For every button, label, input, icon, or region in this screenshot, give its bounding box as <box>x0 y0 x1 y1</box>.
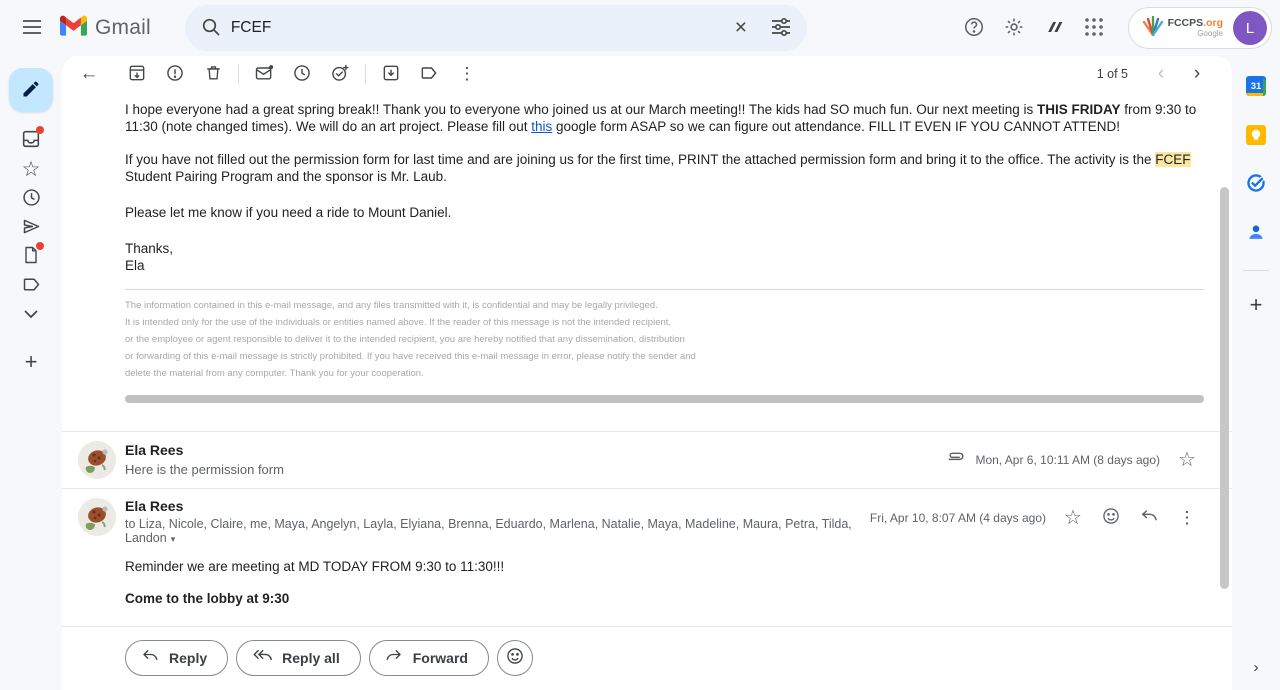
account-pill[interactable] <box>1128 7 1272 49</box>
side-panel <box>1232 56 1280 690</box>
clear-search-button[interactable] <box>721 8 761 48</box>
contacts-button[interactable] <box>1236 213 1276 253</box>
settings-button[interactable] <box>994 8 1034 48</box>
emoji-reaction-button[interactable] <box>497 640 533 676</box>
tasks-button[interactable] <box>1236 164 1276 204</box>
chevron-down-icon <box>24 307 38 322</box>
archive-icon <box>127 63 147 86</box>
message-meta <box>946 444 1204 476</box>
emoji-smiley-icon <box>1101 506 1121 529</box>
message-line-bold: Come to the lobby at 9:30 <box>125 590 290 606</box>
message-signoff: Thanks, Ela <box>125 240 174 273</box>
org-logo <box>1141 16 1223 41</box>
older-thread-button[interactable]: › <box>1180 63 1214 85</box>
double-slash-icon <box>1044 17 1064 40</box>
get-addons-button[interactable]: + <box>1236 285 1276 325</box>
google-contacts-icon <box>1245 221 1267 246</box>
snooze-button[interactable] <box>283 58 321 90</box>
collapsed-message-row[interactable] <box>62 431 1232 488</box>
message-summary <box>125 442 284 477</box>
message-more-button[interactable] <box>1170 502 1204 534</box>
mark-unread-button[interactable] <box>245 58 283 90</box>
move-to-button[interactable] <box>372 58 410 90</box>
gear-icon <box>1003 16 1025 41</box>
more-options-button[interactable] <box>448 58 486 90</box>
message-paragraph: Please let me know if you need a ride to Mount Daniel. <box>125 205 452 220</box>
help-button[interactable] <box>954 8 994 48</box>
calendar-button[interactable] <box>1236 66 1276 106</box>
add-label-button[interactable]: + <box>11 347 51 376</box>
search-input[interactable] <box>231 19 721 37</box>
clock-icon <box>21 187 42 211</box>
report-spam-button[interactable] <box>156 58 194 90</box>
reply-arrow-icon <box>141 648 159 667</box>
sidebar-item-sent[interactable] <box>11 213 51 242</box>
workspace-addon-button[interactable] <box>1034 8 1074 48</box>
snooze-clock-icon <box>292 63 312 86</box>
sidebar-item-labels[interactable] <box>11 271 51 300</box>
star-icon: ☆ <box>1064 506 1082 529</box>
message-paragraph: If you have not filled out the permission form for last time and are joining us for the first time, PRINT the attached permission form and bring it to the office. The activity is the FCEF Student Pairing Program and the sponsor is Mr. Laub. <box>125 152 1191 184</box>
reply-arrow-icon <box>1139 506 1159 529</box>
sender-avatar <box>78 498 116 536</box>
search-bar[interactable] <box>185 5 807 51</box>
thread-pagination: 1 of 5 <box>1096 67 1128 81</box>
sidebar-item-snoozed[interactable] <box>11 184 51 213</box>
keep-button[interactable] <box>1236 115 1276 155</box>
app-title: Gmail <box>95 16 151 39</box>
pencil-icon <box>21 79 41 102</box>
archive-button[interactable] <box>118 58 156 90</box>
send-icon <box>21 216 42 240</box>
add-reaction-button[interactable] <box>1094 502 1128 534</box>
profile-avatar[interactable]: L <box>1233 11 1267 45</box>
forward-arrow-icon <box>385 648 403 667</box>
google-tasks-icon <box>1245 172 1267 197</box>
close-icon: × <box>734 16 747 39</box>
org-text: FCCPS.org Google <box>1167 17 1223 38</box>
hide-side-panel-button[interactable]: › <box>1253 659 1259 676</box>
expanded-message-body <box>62 545 1232 627</box>
sidebar-item-drafts[interactable] <box>11 242 51 271</box>
show-details-caret-icon[interactable]: ▾ <box>170 533 176 544</box>
add-to-tasks-button[interactable] <box>321 58 359 90</box>
emoji-smiley-icon <box>505 646 525 669</box>
turtle-avatar-image <box>78 441 116 479</box>
search-options-button[interactable] <box>761 8 801 48</box>
email-disclaimer: The information contained in this e-mail message, and any files transmitted with it, is confidential and may be legally privileged. It is intended only for the use of the individuals or entities named above. If the reader of this message is not the intended recipient, or the employee or agent responsible to deliver it to the intended recipient, you are hereby notified that any dissemination, distribution or forwarding of this e-mail message is strictly prohibited. If you have received this e-mail message in error, please notify the sender and delete the material from any computer. Thank you for your cooperation. <box>125 299 696 379</box>
star-message-button[interactable] <box>1170 444 1204 476</box>
expanded-message-header[interactable] <box>62 488 1232 545</box>
attachment-paperclip-icon <box>946 450 965 469</box>
label-tag-icon <box>419 63 439 86</box>
mark-unread-icon <box>254 63 274 86</box>
drafts-badge <box>36 242 44 250</box>
gmail-m-icon <box>60 15 87 41</box>
google-form-link[interactable]: this <box>531 118 553 134</box>
sender-name: Ela Rees <box>125 497 184 514</box>
horizontal-scrollbar[interactable] <box>125 395 1204 403</box>
main-menu-button[interactable] <box>8 4 56 52</box>
more-vertical-icon: ⋮ <box>458 64 476 83</box>
delete-button[interactable] <box>194 58 232 90</box>
newer-thread-button[interactable]: ‹ <box>1144 63 1178 85</box>
star-icon: ☆ <box>21 158 41 181</box>
google-keep-icon <box>1246 125 1266 145</box>
reply-button-small[interactable] <box>1132 502 1166 534</box>
google-calendar-icon: 31 <box>1246 76 1266 96</box>
search-icon <box>201 17 221 40</box>
google-apps-button[interactable] <box>1074 8 1114 48</box>
sidebar-more-button[interactable] <box>11 300 51 329</box>
star-message-button[interactable] <box>1056 502 1090 534</box>
left-sidebar <box>0 56 62 690</box>
sender-name: Ela Rees <box>125 442 184 458</box>
trash-icon <box>204 63 223 85</box>
turtle-avatar-image <box>78 498 116 536</box>
apps-grid-icon <box>1084 17 1104 40</box>
open-message-body <box>62 92 1232 403</box>
fccps-fan-icon <box>1141 16 1165 41</box>
compose-button[interactable] <box>9 68 53 112</box>
back-button[interactable] <box>70 58 108 90</box>
add-task-icon <box>330 63 350 86</box>
help-icon <box>963 16 985 41</box>
message-paragraph: I hope everyone had a great spring break!! Thank you to everyone who joined us at our March meeting!! The kids had SO much fun. Our next meeting is THIS FRIDAY from 9:30 to 11:30 (note changed times). We will do an art project. Please fill out this google form ASAP so we can figure out attendance. FILL IT EVEN IF YOU CANNOT ATTEND! <box>125 102 1197 134</box>
sender-avatar <box>78 441 116 479</box>
signature-divider <box>125 289 1204 290</box>
search-term-highlight: FCEF <box>1155 152 1191 167</box>
vertical-scrollbar[interactable] <box>1220 187 1229 589</box>
reply-button[interactable]: Reply <box>125 640 228 676</box>
reply-all-arrow-icon <box>252 648 272 667</box>
bold-text: THIS FRIDAY <box>1037 102 1121 117</box>
message-summary <box>125 498 864 545</box>
toolbar-divider <box>365 64 366 84</box>
gmail-logo[interactable] <box>60 15 151 41</box>
forward-button[interactable]: Forward <box>369 640 489 676</box>
recipients-line[interactable]: to Liza, Nicole, Claire, me, Maya, Angelyn, Layla, Elyiana, Brenna, Eduardo, Marlena, Natalie, Maya, Madeline, Maura, Petra, Tilda, Landon ▾ <box>125 516 852 545</box>
sidebar-item-inbox[interactable] <box>11 126 51 155</box>
message-date: Fri, Apr 10, 8:07 AM (4 days ago) <box>869 510 1046 525</box>
search-button[interactable] <box>191 8 231 48</box>
header <box>0 0 1280 56</box>
more-vertical-icon: ⋮ <box>1178 507 1196 527</box>
hamburger-icon <box>23 20 41 37</box>
star-icon: ☆ <box>1178 448 1196 471</box>
message-line: Reminder we are meeting at MD TODAY FROM 9:30 to 11:30!!! <box>125 558 505 574</box>
message-meta <box>864 502 1204 534</box>
toolbar-divider <box>238 64 239 84</box>
side-panel-divider <box>1243 270 1269 271</box>
move-to-icon <box>381 63 401 86</box>
back-arrow-icon: ← <box>79 63 99 84</box>
header-actions <box>954 7 1272 49</box>
message-snippet: Here is the permission form <box>125 462 284 477</box>
message-date: Mon, Apr 6, 10:11 AM (8 days ago) <box>975 452 1160 467</box>
tune-filter-icon <box>771 17 791 40</box>
inbox-unread-badge <box>36 126 44 134</box>
reply-all-button[interactable]: Reply all <box>236 640 361 676</box>
email-thread-panel <box>62 56 1232 690</box>
thread-toolbar <box>62 56 1232 92</box>
sidebar-item-starred[interactable] <box>11 155 51 184</box>
label-icon <box>21 274 42 298</box>
labels-button[interactable] <box>410 58 448 90</box>
report-spam-icon <box>165 63 185 86</box>
reply-actions <box>62 627 1232 676</box>
